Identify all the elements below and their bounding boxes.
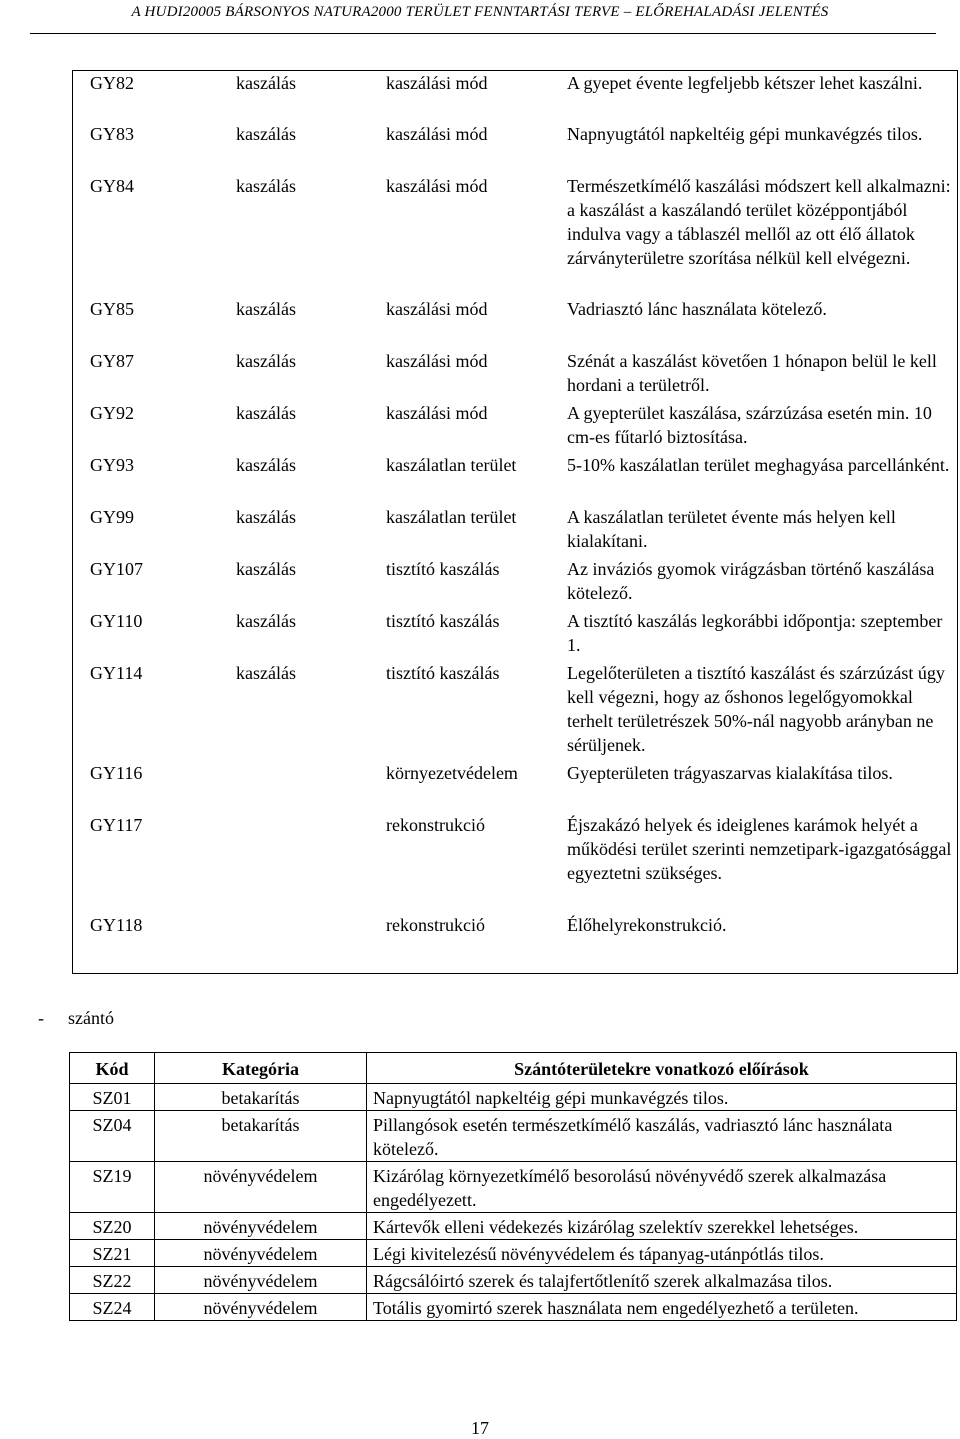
row-description: Az inváziós gyomok virágzásban történő kaszálása kötelező. — [567, 559, 935, 603]
row-code: GY92 — [90, 403, 134, 423]
table-row — [70, 1162, 957, 1213]
row-category: kaszálás — [236, 124, 296, 144]
row-subcategory: kaszálási mód — [386, 299, 488, 319]
row-description: A gyepterület kaszálása, szárzúzása esetén min. 10 cm-es fűtarló biztosítása. — [567, 403, 932, 447]
table-row — [73, 174, 957, 297]
row-subcategory: kaszálási mód — [386, 176, 488, 196]
row-description: A tisztító kaszálás legkorábbi időpontja: szeptember 1. — [567, 611, 943, 655]
row-rule: Rágcsálóirtó szerek és talajfertőtlenítő szerek alkalmazása tilos. — [367, 1267, 957, 1294]
row-category — [236, 761, 386, 813]
header-code: Kód — [70, 1053, 155, 1084]
header-rules: Szántóterületekre vonatkozó előírások — [367, 1053, 957, 1084]
row-description: Napnyugtától napkeltéig gépi munkavégzés tilos. — [567, 124, 923, 144]
row-category: növényvédelem — [155, 1213, 367, 1240]
row-subcategory: tisztító kaszálás — [386, 611, 500, 631]
row-subcategory: kaszálási mód — [386, 73, 488, 93]
row-category: kaszálás — [236, 73, 296, 93]
table-header-row — [70, 1053, 957, 1084]
row-category — [236, 913, 386, 953]
row-code: SZ21 — [70, 1240, 155, 1267]
row-code: GY84 — [90, 176, 134, 196]
row-code: GY99 — [90, 507, 134, 527]
row-rule: Napnyugtától napkeltéig gépi munkavégzés tilos. — [367, 1084, 957, 1111]
row-code: GY107 — [90, 559, 143, 579]
table-row — [73, 349, 957, 401]
row-subcategory: rekonstrukció — [386, 915, 485, 935]
table-row — [70, 1084, 957, 1111]
row-code: GY117 — [90, 815, 143, 835]
row-description: 5-10% kaszálatlan terület meghagyása parcellánként. — [567, 455, 950, 475]
row-subcategory: kaszálatlan terület — [386, 455, 517, 475]
row-description: A kaszálatlan területet évente más helyen kell kialakítani. — [567, 507, 896, 551]
row-subcategory: tisztító kaszálás — [386, 663, 500, 683]
row-code: SZ19 — [70, 1162, 155, 1213]
table-row — [70, 1294, 957, 1321]
page-number: 17 — [471, 1418, 489, 1438]
table-row — [73, 813, 957, 913]
table-row — [73, 913, 957, 953]
row-code: GY85 — [90, 299, 134, 319]
row-rule: Légi kivitelezésű növényvédelem és tápanyag-utánpótlás tilos. — [367, 1240, 957, 1267]
row-category: kaszálás — [236, 507, 296, 527]
row-code: SZ24 — [70, 1294, 155, 1321]
table-row — [73, 401, 957, 453]
table-row — [73, 297, 957, 349]
row-code: GY83 — [90, 124, 134, 144]
row-code: SZ22 — [70, 1267, 155, 1294]
row-rule: Totális gyomirtó szerek használata nem engedélyezhető a területen. — [367, 1294, 957, 1321]
section-dash: - — [38, 1008, 44, 1028]
running-header: A HUDI20005 BÁRSONYOS NATURA2000 TERÜLET FENNTARTÁSI TERVE – ELŐREHALADÁSI JELENTÉS — [131, 4, 829, 20]
table-row — [73, 661, 957, 761]
table-row — [73, 557, 957, 609]
table-row — [73, 71, 957, 122]
row-code: SZ04 — [70, 1111, 155, 1162]
row-category: kaszálás — [236, 299, 296, 319]
row-subcategory: tisztító kaszálás — [386, 559, 500, 579]
row-category: növényvédelem — [155, 1162, 367, 1213]
section-label-arable — [38, 1008, 114, 1029]
row-code: GY93 — [90, 455, 134, 475]
table-row — [70, 1111, 957, 1162]
row-category: betakarítás — [155, 1111, 367, 1162]
header-category: Kategória — [155, 1053, 367, 1084]
row-category: növényvédelem — [155, 1294, 367, 1321]
row-category: kaszálás — [236, 455, 296, 475]
row-code: SZ20 — [70, 1213, 155, 1240]
row-description: Legelőterületen a tisztító kaszálást és szárzúzást úgy kell végezni, hogy az őshonos legelőgyomokkal terhelt területrészek 50%-nál nagyobb arányban ne sérüljenek. — [567, 663, 945, 755]
row-subcategory: környezetvédelem — [386, 763, 518, 783]
grassland-rules-table — [73, 71, 957, 953]
grassland-rules-box — [72, 70, 958, 974]
row-description: Szénát a kaszálást követően 1 hónapon belül le kell hordani a területről. — [567, 351, 937, 395]
row-subcategory: kaszálatlan terület — [386, 507, 517, 527]
row-subcategory: kaszálási mód — [386, 124, 488, 144]
row-subcategory: kaszálási mód — [386, 351, 488, 371]
row-code: GY87 — [90, 351, 134, 371]
section-title: szántó — [68, 1008, 114, 1028]
table-row — [70, 1213, 957, 1240]
row-code: GY82 — [90, 73, 134, 93]
row-category: kaszálás — [236, 611, 296, 631]
row-rule: Pillangósok esetén természetkímélő kaszálás, vadriasztó lánc használata kötelező. — [367, 1111, 957, 1162]
table-row — [73, 453, 957, 505]
row-category: betakarítás — [155, 1084, 367, 1111]
row-category: kaszálás — [236, 176, 296, 196]
row-category — [236, 813, 386, 913]
row-category: kaszálás — [236, 559, 296, 579]
row-code: GY118 — [90, 915, 143, 935]
row-category: növényvédelem — [155, 1240, 367, 1267]
row-description: Gyepterületen trágyaszarvas kialakítása tilos. — [567, 763, 893, 783]
table-row — [70, 1267, 957, 1294]
table-row — [73, 505, 957, 557]
row-category: kaszálás — [236, 351, 296, 371]
row-category: kaszálás — [236, 403, 296, 423]
row-description: Éjszakázó helyek és ideiglenes karámok helyét a működési terület szerinti nemzetipark-igazgatósággal egyeztetni szükséges. — [567, 815, 952, 883]
row-description: Természetkímélő kaszálási módszert kell alkalmazni: a kaszálást a kaszálandó terület középpontjából indulva vagy a táblaszél mellől az ott élő állatok zárványterületre szorítása nélkül kell elvégezni. — [567, 176, 951, 268]
row-rule: Kártevők elleni védekezés kizárólag szelektív szerekkel lehetséges. — [367, 1213, 957, 1240]
row-description: Élőhelyrekonstrukció. — [567, 915, 727, 935]
row-code: GY116 — [90, 763, 143, 783]
row-code: GY110 — [90, 611, 143, 631]
table-row — [73, 761, 957, 813]
table-row — [73, 609, 957, 661]
arable-rules-table — [69, 1052, 957, 1321]
row-subcategory: rekonstrukció — [386, 815, 485, 835]
row-description: A gyepet évente legfeljebb kétszer lehet kaszálni. — [567, 73, 923, 93]
row-code: GY114 — [90, 663, 143, 683]
row-code: SZ01 — [70, 1084, 155, 1111]
row-rule: Kizárólag környezetkímélő besorolású növényvédő szerek alkalmazása engedélyezett. — [367, 1162, 957, 1213]
row-category: növényvédelem — [155, 1267, 367, 1294]
table-row — [73, 122, 957, 174]
row-subcategory: kaszálási mód — [386, 403, 488, 423]
table-row — [70, 1240, 957, 1267]
header-rule — [30, 33, 936, 34]
row-category: kaszálás — [236, 663, 296, 683]
row-description: Vadriasztó lánc használata kötelező. — [567, 299, 827, 319]
